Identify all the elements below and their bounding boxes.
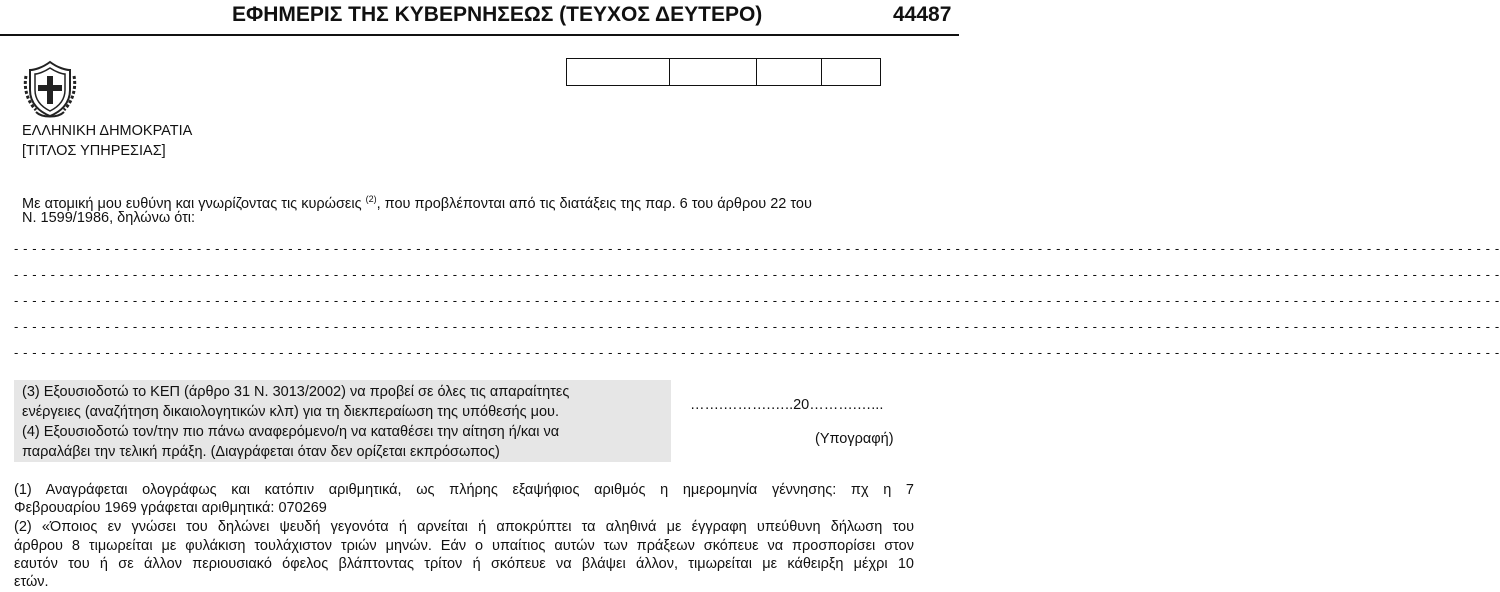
code-box [670, 59, 757, 85]
authorization-line-1: (3) Εξουσιοδοτώ το ΚΕΠ (άρθρο 31 Ν. 3013/2002) να προβεί σε όλες τις απαραίτητες [22, 384, 570, 400]
service-title-placeholder: [ΤΙΤΛΟΣ ΥΠΗΡΕΣΙΑΣ] [22, 143, 166, 159]
code-box [567, 59, 670, 85]
footnote-1-line-1: (1) Αναγράφεται ολογράφως και κατόπιν αριθμητικά, ως πλήρης εξαψήφιος αριθμός η ημερομηνία γέννησης: πχ η 7 [14, 482, 914, 498]
declaration-fill-line[interactable]: - - - - - - - - - - - - - - - - - - - - - - - - - - - - - - - - - - - - - - - - - - - - - - - - - - - - - - - - - - - - - - - - - - - - - - - - - - - - - - - - - - - - - - - - - - - - - - - - - - - - - - - - - - - - - - - - - - - - - - - - - - - - - - - - - - - - - - - - - - - - - - - - - - - - - - - - - - - - - - - - - - - [14, 241, 1500, 256]
form-code-boxes [566, 58, 881, 86]
signature-label: (Υπογραφή) [815, 431, 894, 447]
header-rule [0, 34, 959, 36]
authorization-line-4: παραλάβει την τελική πράξη. (Διαγράφεται όταν δεν ορίζεται εκπρόσωπος) [22, 444, 500, 460]
declaration-line-2: Ν. 1599/1986, δηλώνω ότι: [22, 210, 196, 226]
page-number: 44487 [893, 3, 952, 26]
authorization-line-2: ενέργειες (αναζήτηση δικαιολογητικών κλπ) για τη διεκπεραίωση της υπόθεσής μου. [22, 404, 560, 420]
greek-coat-of-arms-icon [22, 56, 78, 120]
footnote-1-line-2: Φεβρουαρίου 1969 γράφεται αριθμητικά: 070269 [14, 500, 327, 516]
gazette-title: ΕΦΗΜΕΡΙΣ ΤΗΣ ΚΥΒΕΡΝΗΣΕΩΣ (ΤΕΥΧΟΣ ΔΕΥΤΕΡΟ) [232, 3, 763, 26]
republic-label: ΕΛΛΗΝΙΚΗ ΔΗΜΟΚΡΑΤΙΑ [22, 123, 193, 139]
declaration-fill-line[interactable]: - - - - - - - - - - - - - - - - - - - - - - - - - - - - - - - - - - - - - - - - - - - - - - - - - - - - - - - - - - - - - - - - - - - - - - - - - - - - - - - - - - - - - - - - - - - - - - - - - - - - - - - - - - - - - - - - - - - - - - - - - - - - - - - - - - - - - - - - - - - - - - - - - - - - - - - - - - - - - - - - - - - [14, 319, 1500, 334]
code-box [757, 59, 822, 85]
footnote-2-line-3: εαυτόν του ή σε άλλον περιουσιακό όφελος βλάπτοντας τρίτον ή σκόπευε να βλάψει άλλον, τιμωρείται με κάθειρξη μέχρι 10 [14, 556, 914, 572]
signature-date[interactable]: …….……….…..20……….…... [690, 397, 884, 413]
footnote-2-line-1: (2) «Όποιος εν γνώσει του δηλώνει ψευδή γεγονότα ή αρνείται ή αποκρύπτει τα αληθινά με έγγραφη υπεύθυνη δήλωση του [14, 519, 914, 535]
code-box [822, 59, 880, 85]
footnote-2-line-4: ετών. [14, 574, 49, 590]
authorization-line-3: (4) Εξουσιοδοτώ τον/την πιο πάνω αναφερόμενο/η να καταθέσει την αίτηση ή/και να [22, 424, 560, 440]
declaration-fill-line[interactable]: - - - - - - - - - - - - - - - - - - - - - - - - - - - - - - - - - - - - - - - - - - - - - - - - - - - - - - - - - - - - - - - - - - - - - - - - - - - - - - - - - - - - - - - - - - - - - - - - - - - - - - - - - - - - - - - - - - - - - - - - - - - - - - - - - - - - - - - - - - - - - - - - - - - - - - - - - - - - - - - - - - - [14, 267, 1500, 282]
declaration-text-b: , που προβλέπονται από τις διατάξεις της παρ. 6 του άρθρου 22 του [376, 195, 812, 212]
declaration-fill-line[interactable]: - - - - - - - - - - - - - - - - - - - - - - - - - - - - - - - - - - - - - - - - - - - - - - - - - - - - - - - - - - - - - - - - - - - - - - - - - - - - - - - - - - - - - - - - - - - - - - - - - - - - - - - - - - - - - - - - - - - - - - - - - - - - - - - - - - - - - - - - - - - - - - - - - - - - - - - - - - - - - - - - - - - [14, 345, 1500, 360]
declaration-fill-line[interactable]: - - - - - - - - - - - - - - - - - - - - - - - - - - - - - - - - - - - - - - - - - - - - - - - - - - - - - - - - - - - - - - - - - - - - - - - - - - - - - - - - - - - - - - - - - - - - - - - - - - - - - - - - - - - - - - - - - - - - - - - - - - - - - - - - - - - - - - - - - - - - - - - - - - - - - - - - - - - - - - - - - - - [14, 293, 1500, 308]
footnote-ref-2: (2) [365, 194, 377, 204]
declaration-text-a: Με ατομική μου ευθύνη και γνωρίζοντας τις κυρώσεις [22, 195, 366, 212]
footnote-2-line-2: άρθρου 8 τιμωρείται με φυλάκιση τουλάχιστον τριών μηνών. Εάν ο υπαίτιος αυτών των πράξεων σκόπευε να προσπορίσει στον [14, 538, 914, 554]
